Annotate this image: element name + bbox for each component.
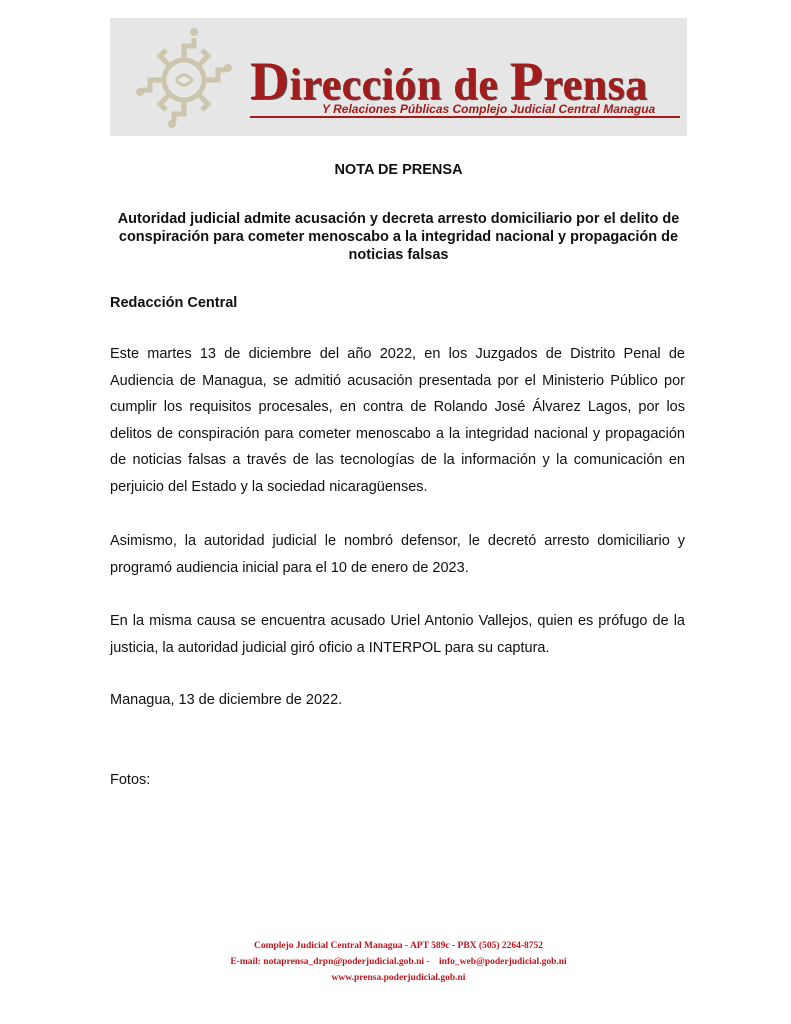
footer-website[interactable]: www.prensa.poderjudicial.gob.ni [331,973,466,983]
paragraph-3: En la misma causa se encuentra acusado Uriel Antonio Vallejos, quien es prófugo de la justicia, la autoridad judicial giró oficio a INTERPOL para su captura. [110,613,685,656]
footer-emails[interactable]: E-mail: notaprensa_drpn@poderjudicial.gob.ni - info_web@poderjudicial.gob.ni [230,957,567,967]
byline: Redacción Central [110,295,238,311]
brand-underline [250,116,680,118]
headline: Autoridad judicial admite acusación y decreta arresto domiciliario por el delito de conspiración para cometer menoscabo a la integridad nacional y propagación de noticias falsas [117,211,680,263]
paragraph-1: Este martes 13 de diciembre del año 2022, en los Juzgados de Distrito Penal de Audiencia de Managua, se admitió acusación presentada por el Ministerio Público por cumplir los requisitos procesales, en contra de Rolando José Álvarez Lagos, por los delitos de conspiración para cometer menoscabo a la integridad nacional y propagación de noticias falsas a través de las tecnologías de la información y la comunicación en perjuicio del Estado y la sociedad nicaragüenses. [110,346,685,495]
brand-subtitle: Y Relaciones Públicas Complejo Judicial Central Managua [322,102,656,116]
sun-emblem-logo [132,24,236,130]
brand-title: Dirección de Prensa [250,51,648,111]
document-label: NOTA DE PRENSA [334,162,463,178]
paragraph-2: Asimismo, la autoridad judicial le nombró defensor, le decretó arresto domiciliario y programó audiencia inicial para el 10 de enero de 2023. [110,533,685,576]
dateline: Managua, 13 de diciembre de 2022. [110,692,343,708]
footer-contact [110,938,687,986]
photos-label: Fotos: [110,772,151,788]
header-banner [110,18,687,136]
footer-address: Complejo Judicial Central Managua - APT 589c - PBX (505) 2264-8752 [253,941,544,951]
